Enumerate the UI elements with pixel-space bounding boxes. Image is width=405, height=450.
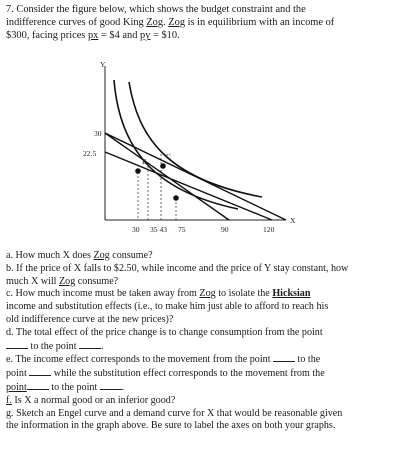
question-e-line-3: point to the point . [6, 381, 125, 393]
x-tick-35-43: 35 43 [150, 225, 168, 234]
indifference-curve-2 [129, 82, 262, 197]
question-list [6, 250, 402, 433]
problem-intro [6, 3, 402, 43]
intro-line-1: 7. Consider the figure below, which shows the budget constraint and the [6, 4, 306, 15]
answer-blank[interactable] [27, 381, 49, 390]
budget-indifference-graph [50, 58, 320, 246]
question-b-line-2: much X will Zog consume? [6, 275, 119, 287]
question-e-line-1: e. The income effect corresponds to the movement from the point to the [6, 354, 321, 366]
question-c-line-1: c. How much income must be taken away from Zog to isolate the Hicksian [6, 288, 311, 300]
question-c-line-3: old indifference curve at the new prices)? [6, 313, 174, 325]
graph-svg [50, 58, 320, 246]
question-d-line-2: to the point . [6, 340, 402, 354]
y-tick-22-5: 22.5 [83, 149, 97, 158]
point-label-e: E [142, 157, 147, 166]
question-b-line-1: b. If the price of X falls to $2.50, while income and the price of Y stay constant, how [6, 262, 349, 274]
question-f: f. Is X a normal good or an inferior good? [6, 394, 176, 406]
question-c-line-2: income and substitution effects (i.e., to make him just able to afford to reach his [6, 301, 329, 313]
question-g-line-1: g. Sketch an Engel curve and a demand curve for X that would be reasonable given [6, 407, 343, 419]
answer-blank[interactable] [29, 367, 51, 376]
question-d-line-1: d. The total effect of the price change is to change consumption from the point [6, 326, 323, 338]
intro-line-3: $300, facing prices px = $4 and py = $10. [6, 30, 180, 42]
question-e-line-2: point while the substitution effect corresponds to the movement from the [6, 368, 325, 380]
x-tick-90: 90 [221, 225, 229, 234]
answer-blank[interactable] [100, 381, 122, 390]
point-c [160, 163, 166, 169]
answer-blank[interactable] [79, 340, 101, 349]
y-tick-30: 30 [94, 129, 102, 138]
question-g-line-2: the information in the graph above. Be sure to label the axes on both your graphs. [6, 420, 336, 432]
y-axis-label: Y [100, 60, 106, 69]
point-label-c: C [166, 152, 172, 161]
x-axis-label: X [290, 216, 296, 225]
answer-blank[interactable] [6, 340, 28, 349]
x-tick-30: 30 [132, 225, 140, 234]
x-tick-75: 75 [178, 225, 186, 234]
problem-number: 7. [6, 4, 14, 15]
budget-line-compensated [105, 152, 272, 220]
x-tick-120: 120 [263, 225, 275, 234]
answer-blank[interactable] [273, 353, 295, 362]
question-a: a. How much X does Zog consume? [6, 250, 153, 261]
intro-line-2: indifference curves of good King Zog. Zog is in equilibrium with an income of [6, 17, 335, 29]
point-f [173, 195, 179, 201]
point-e [135, 168, 141, 174]
